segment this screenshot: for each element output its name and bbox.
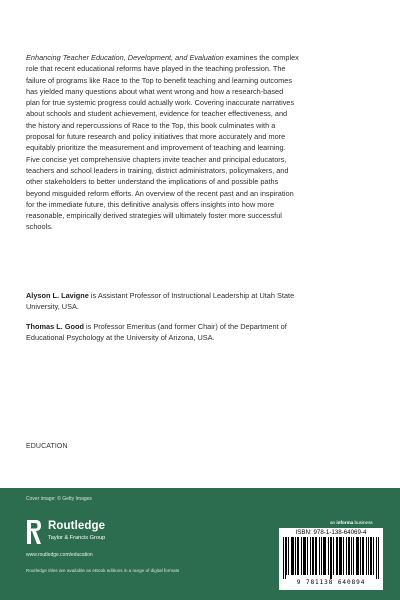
barcode-bar bbox=[328, 537, 329, 575]
barcode-bar bbox=[376, 537, 377, 579]
barcode-bar bbox=[323, 537, 324, 575]
barcode-bar bbox=[378, 537, 379, 579]
barcode-bar bbox=[319, 537, 320, 575]
barcode-bar bbox=[368, 537, 369, 575]
bio-line: Thomas L. Good is Professor Emeritus (and former Chair) of the Department of bbox=[26, 322, 287, 331]
barcode-bar bbox=[337, 537, 338, 575]
barcode-bar bbox=[316, 537, 317, 575]
barcode-bar bbox=[297, 537, 298, 575]
blurb-line: role that recent educational reforms have played in the teaching profession. The bbox=[26, 64, 286, 74]
barcode-bar bbox=[371, 537, 372, 575]
barcode-bar bbox=[304, 537, 305, 575]
barcode-panel bbox=[279, 528, 383, 590]
barcode-bar bbox=[339, 537, 340, 575]
ebook-availability-note: Routledge titles are available as eBook editions in a range of digital formats bbox=[26, 568, 180, 573]
barcode-bar bbox=[370, 537, 371, 575]
author-bio-good bbox=[26, 321, 376, 344]
blurb-line: teachers and school leaders in training, district administrators, policymakers, and bbox=[26, 165, 289, 175]
barcode-bar bbox=[353, 537, 354, 575]
cover-image-credit: Cover image: © Getty Images bbox=[26, 496, 92, 502]
bio-line: Educational Psychology at the University of Arizona, USA. bbox=[26, 333, 215, 343]
barcode-bar bbox=[310, 537, 311, 575]
barcode-bar bbox=[346, 537, 347, 575]
barcode-bar bbox=[373, 537, 374, 575]
barcode-bar bbox=[293, 537, 294, 575]
barcode-bar bbox=[343, 537, 344, 575]
book-title-italic: Enhancing Teacher Education, Development, and Evaluation bbox=[26, 53, 224, 62]
barcode-bar bbox=[331, 537, 332, 579]
barcode-bar bbox=[360, 537, 361, 575]
bio-line: University, USA. bbox=[26, 302, 79, 312]
blurb-line: proposal for future research and policy initiatives that more accurately and more bbox=[26, 132, 286, 142]
barcode-bar bbox=[291, 537, 292, 575]
barcode-bar bbox=[358, 537, 359, 575]
barcode-number: 9 781138 640894 bbox=[296, 579, 366, 586]
barcode-bar bbox=[288, 537, 289, 575]
barcode-bar bbox=[366, 537, 367, 575]
publisher-name: Routledge bbox=[48, 520, 106, 532]
barcode-bar bbox=[351, 537, 352, 575]
barcode-bar bbox=[341, 537, 342, 575]
blurb-line: the history and repercussions of Race to the Top, this book culminates with a bbox=[26, 120, 276, 130]
publisher-url[interactable]: www.routledge.com/education bbox=[26, 552, 93, 558]
barcode-bar bbox=[330, 537, 331, 579]
barcode-bar bbox=[362, 537, 363, 575]
barcode-bar bbox=[298, 537, 299, 575]
barcode-bar bbox=[357, 537, 358, 575]
barcode-bar bbox=[307, 537, 308, 575]
barcode-bar bbox=[285, 537, 286, 579]
blurb-line: for the immediate future, this definitive analysis offers insights into how more bbox=[26, 199, 275, 209]
barcode-image bbox=[283, 537, 379, 579]
barcode-bar bbox=[324, 537, 325, 575]
blurb-line: schools. bbox=[26, 222, 53, 232]
barcode-bar bbox=[286, 537, 287, 575]
blurb-line: equitably prioritize the measurement and improvement of teaching and learning. bbox=[26, 143, 286, 153]
blurb-line: plan for true systemic progress could actually work. Covering inaccurate narratives bbox=[26, 98, 295, 108]
publisher-group: Taylor & Francis Group bbox=[48, 535, 106, 541]
bio-line: Alyson L. Lavigne is Assistant Professor of Instructional Leadership at Utah State bbox=[26, 291, 295, 300]
routledge-logo-icon bbox=[26, 519, 42, 545]
barcode-bar bbox=[305, 537, 306, 575]
barcode-bar bbox=[283, 537, 284, 579]
blurb-line: about schools and student achievement, evidence for teacher effectiveness, and bbox=[26, 109, 288, 119]
barcode-bar bbox=[325, 537, 326, 575]
subject-category: EDUCATION bbox=[26, 443, 68, 450]
informa-business-tag: an informa business bbox=[330, 520, 373, 525]
barcode-bar bbox=[312, 537, 313, 575]
barcode-bar bbox=[292, 537, 293, 575]
barcode-bar bbox=[348, 537, 349, 575]
blurb-line: Enhancing Teacher Education, Development, and Evaluation examines the complex bbox=[26, 53, 299, 62]
barcode-bar bbox=[303, 537, 304, 575]
blurb-line: reasonable, empirically derived strategies will ultimately foster more successful bbox=[26, 211, 282, 221]
barcode-bar bbox=[315, 537, 316, 575]
barcode-bar bbox=[363, 537, 364, 575]
blurb-line: other stakeholders to better understand the implications of and possible paths bbox=[26, 177, 279, 187]
barcode-bar bbox=[321, 537, 322, 575]
blurb-line: failure of programs like Race to the Top to benefit teaching and learning outcomes bbox=[26, 75, 293, 85]
blurb-line: beyond misguided reform efforts. An overview of the recent past and an inspiration bbox=[26, 188, 294, 198]
barcode-bar bbox=[333, 537, 334, 575]
author-name: Thomas L. Good bbox=[26, 322, 84, 331]
barcode-bar bbox=[301, 537, 302, 575]
barcode-bar bbox=[356, 537, 357, 575]
barcode-bar bbox=[349, 537, 350, 575]
blurb-line: Five concise yet comprehensive chapters invite teacher and principal educators, bbox=[26, 154, 287, 164]
barcode-bar bbox=[295, 537, 296, 575]
blurb-line: has yielded many questions about what went wrong and how a research-based bbox=[26, 86, 284, 96]
barcode-bar bbox=[313, 537, 314, 575]
author-name: Alyson L. Lavigne bbox=[26, 291, 89, 300]
book-description bbox=[26, 52, 382, 233]
author-bio-lavigne bbox=[26, 290, 376, 313]
isbn-label: ISBN: 978-1-138-64069-4 bbox=[295, 529, 367, 536]
barcode-bar bbox=[336, 537, 337, 575]
barcode-bar bbox=[340, 537, 341, 575]
